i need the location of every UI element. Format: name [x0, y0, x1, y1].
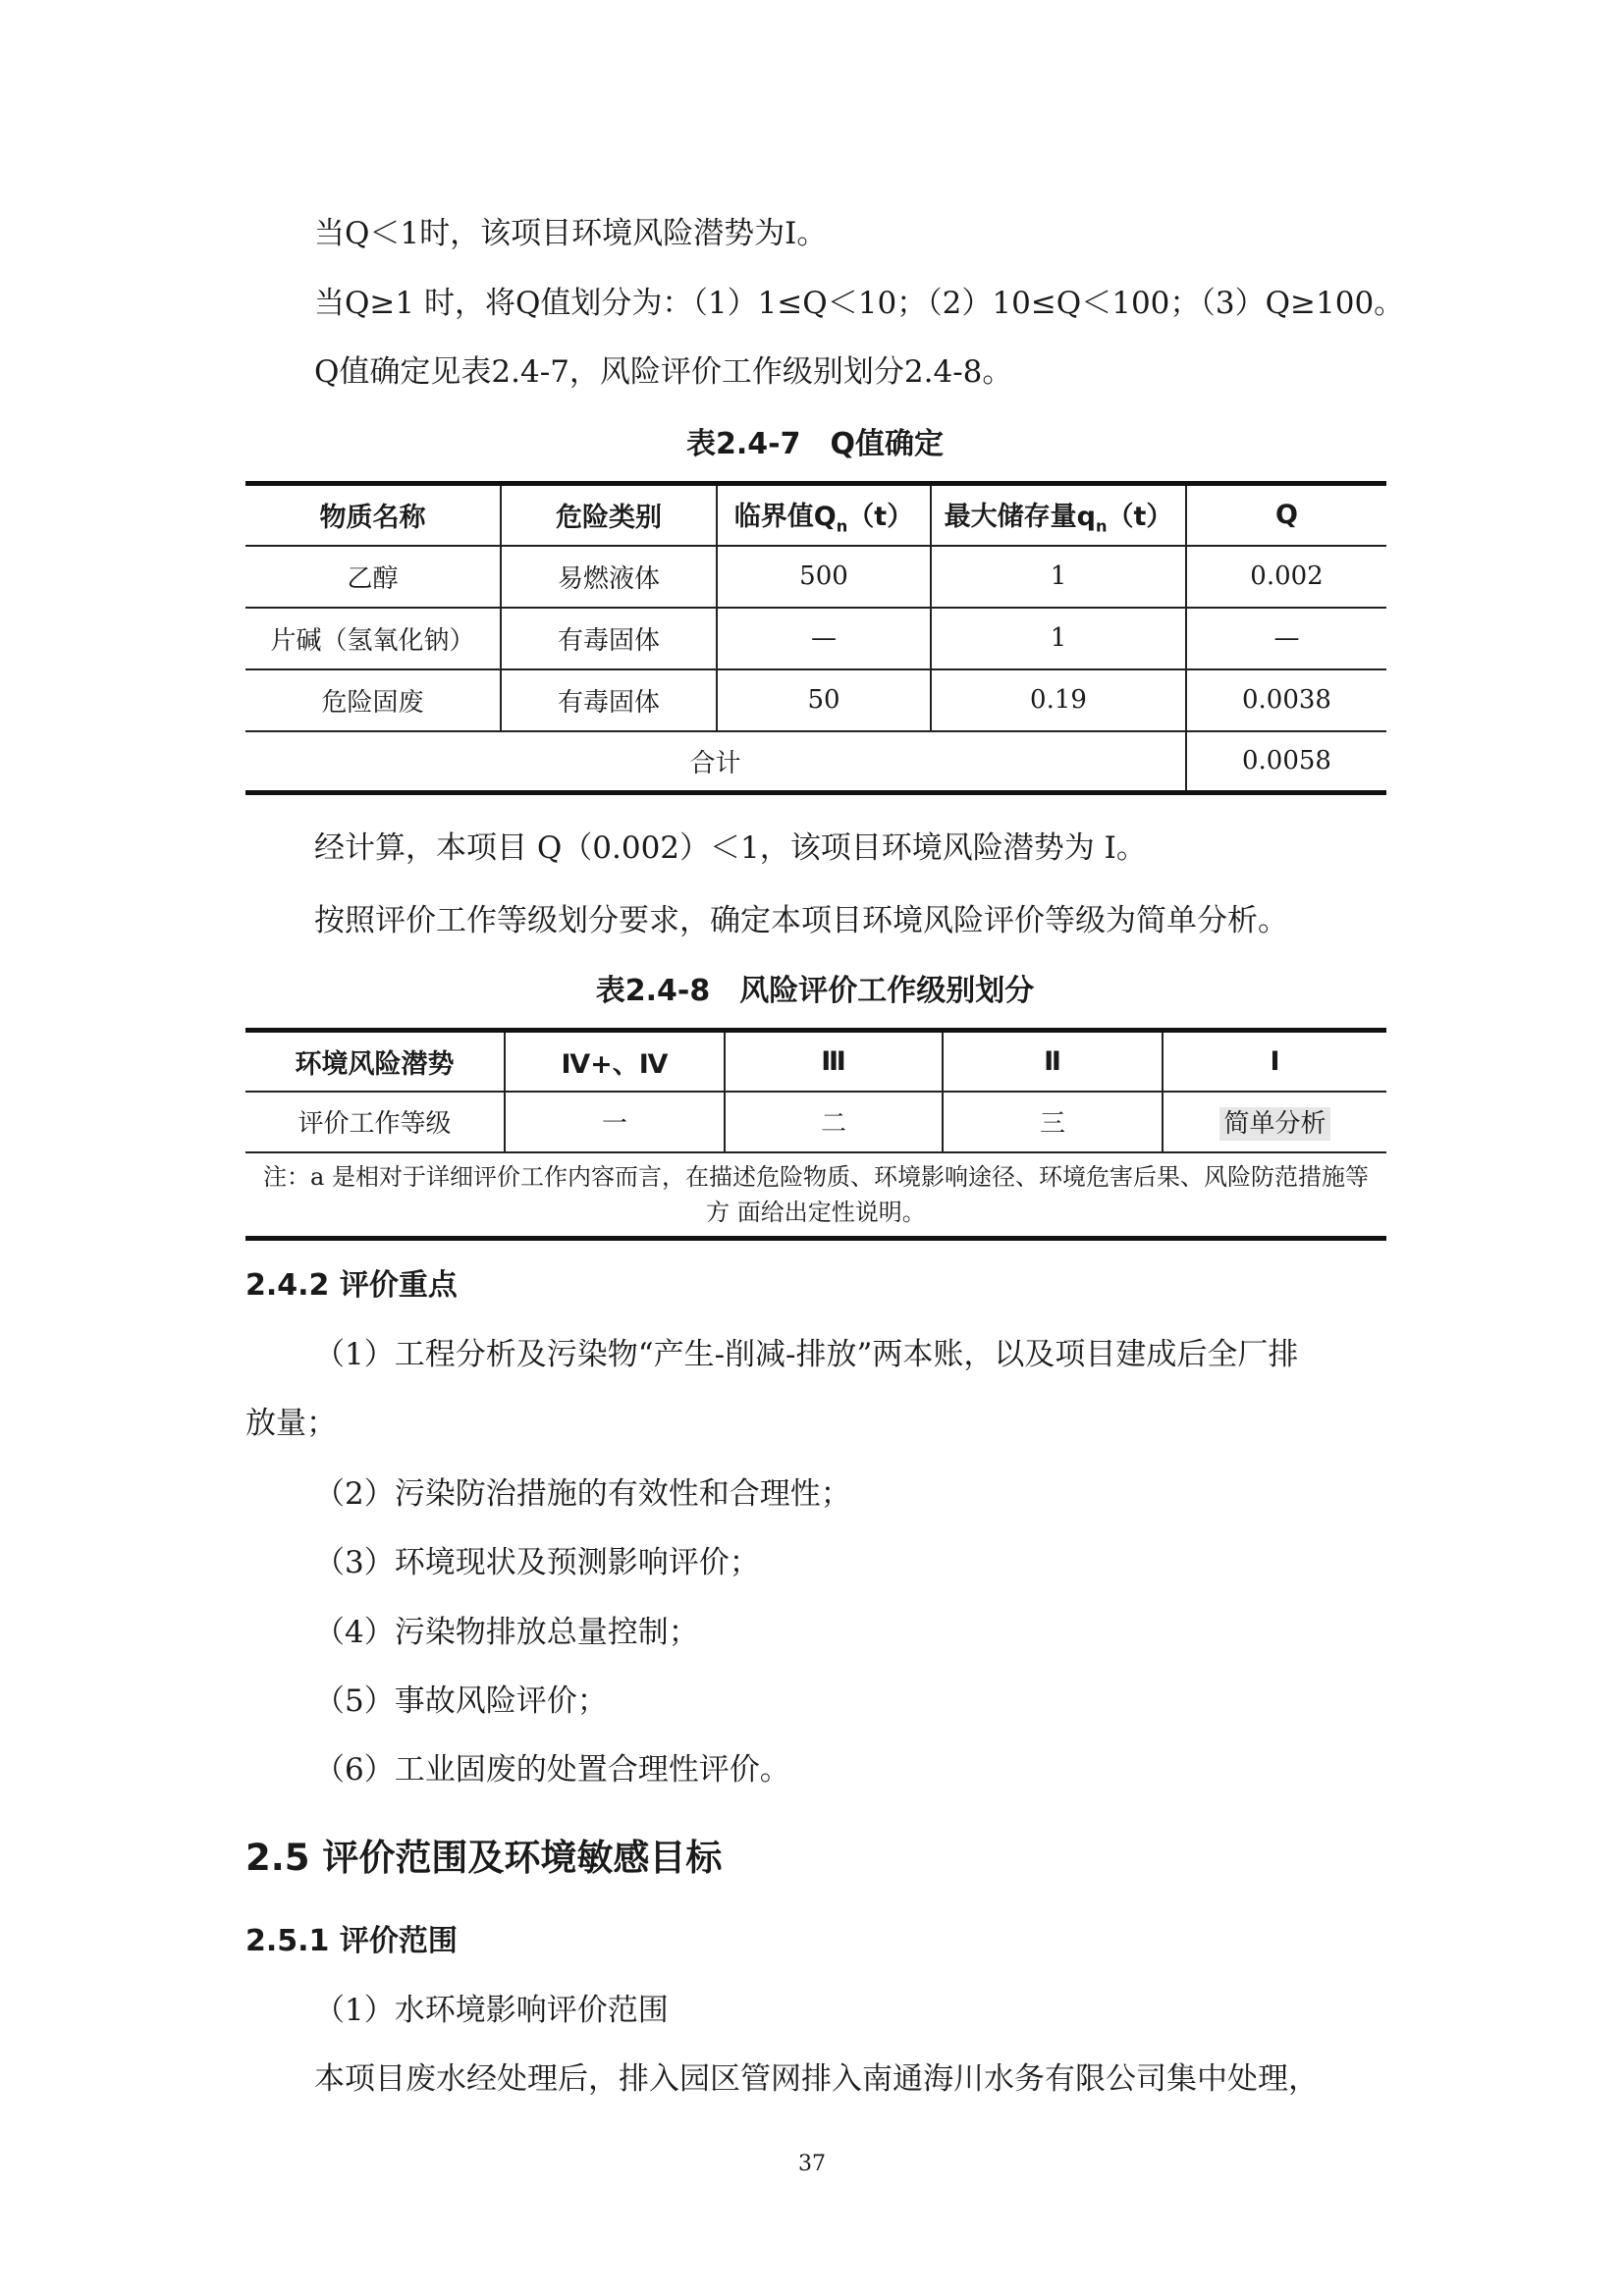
- table-row: [245, 546, 1386, 608]
- header-level-1: I: [1163, 1031, 1386, 1092]
- total-value: 0.0058: [1186, 731, 1386, 793]
- table-total-row: [245, 731, 1386, 793]
- section-heading-2-5: 2.5 评价范围及环境敏感目标: [245, 1837, 723, 1879]
- table-cell: 1: [931, 546, 1186, 608]
- header-level-3: Ⅲ: [725, 1031, 943, 1092]
- section-heading-2-5-1: 2.5.1 评价范围: [245, 1924, 458, 1958]
- paragraph-wastewater: 本项目废水经处理后，排入园区管网排入南通海川水务有限公司集中处理，: [314, 2061, 1319, 2097]
- table-cell: 0.0038: [1186, 669, 1386, 731]
- table-cell: 片碱（氢氧化钠）: [245, 608, 501, 669]
- list-item: （1）工程分析及污染物“产生-削减-排放”两本账，以及项目建成后全厂排: [314, 1337, 1299, 1372]
- list-item: （1）水环境影响评价范围: [314, 1993, 669, 2028]
- table-cell: 500: [717, 546, 931, 608]
- header-risk-potential: 环境风险潜势: [245, 1031, 505, 1092]
- table-cell: 有毒固体: [501, 608, 717, 669]
- table-cell: 三: [943, 1092, 1163, 1152]
- list-item: （4）污染物排放总量控制；: [314, 1615, 699, 1650]
- header-substance: 物质名称: [245, 484, 501, 546]
- paragraph-q-less-than-1: 当Q＜1时，该项目环境风险潜势为I。: [314, 216, 828, 251]
- table-row: [245, 669, 1386, 731]
- paragraph-calculation: 经计算，本项目 Q（0.002）＜1，该项目环境风险潜势为 I。: [314, 830, 1147, 866]
- table-note: 注：a 是相对于详细评价工作内容而言，在描述危险物质、环境影响途径、环境危害后果、风险防范措施等方 面给出定性说明。: [245, 1152, 1386, 1239]
- header-hazard-class: 危险类别: [501, 484, 717, 546]
- header-level-4: Ⅳ+、Ⅳ: [505, 1031, 725, 1092]
- table-cell: 1: [931, 608, 1186, 669]
- list-item: （2）污染防治措施的有效性和合理性；: [314, 1476, 851, 1512]
- table-cell: 有毒固体: [501, 669, 717, 731]
- table-row: [245, 608, 1386, 669]
- table-cell: —: [717, 608, 931, 669]
- table-cell: —: [1186, 608, 1386, 669]
- list-item-continuation: 放量；: [245, 1406, 337, 1441]
- header-level-2: Ⅱ: [943, 1031, 1163, 1092]
- risk-grade-table: [245, 1028, 1386, 1241]
- table-cell: 评价工作等级: [245, 1092, 505, 1152]
- table-cell: 0.002: [1186, 546, 1386, 608]
- section-heading-2-4-2: 2.4.2 评价重点: [245, 1268, 458, 1303]
- list-item: （3）环境现状及预测影响评价；: [314, 1545, 760, 1580]
- page-number: 37: [798, 2152, 826, 2176]
- header-critical-value: 临界值$Q_n(t)$: [717, 484, 931, 546]
- total-label: 合计: [245, 731, 1186, 793]
- q-value-table: [245, 481, 1386, 795]
- table1-caption: 表2.4-7 Q值确定: [686, 427, 944, 461]
- table-cell: 危险固废: [245, 669, 501, 731]
- table-cell: 乙醇: [245, 546, 501, 608]
- table-cell: 0.19: [931, 669, 1186, 731]
- paragraph-q-reference: Q值确定见表2.4-7，风险评价工作级别划分2.4-8。: [314, 354, 1013, 390]
- header-max-storage: 最大储存量$q_n(t)$: [931, 484, 1186, 546]
- highlighted-text: 简单分析: [1219, 1107, 1329, 1141]
- table-cell: 50: [717, 669, 931, 731]
- paragraph-grade: 按照评价工作等级划分要求，确定本项目环境风险评价等级为简单分析。: [314, 903, 1288, 938]
- table-row: [245, 1092, 1386, 1152]
- table-note-row: [245, 1152, 1386, 1239]
- table2-caption: 表2.4-8 风险评价工作级别划分: [595, 974, 1035, 1008]
- header-q: Q: [1186, 484, 1386, 546]
- table-cell: 一: [505, 1092, 725, 1152]
- table-cell: [1163, 1092, 1386, 1152]
- table-cell: 易燃液体: [501, 546, 717, 608]
- paragraph-q-ranges: 当Q≥1 时，将Q值划分为：（1）1≤Q＜10；（2）10≤Q＜100；（3）Q≥100。: [314, 286, 1405, 321]
- list-item: （6）工业固废的处置合理性评价。: [314, 1752, 790, 1788]
- list-item: （5）事故风险评价；: [314, 1683, 608, 1719]
- table-cell: 二: [725, 1092, 943, 1152]
